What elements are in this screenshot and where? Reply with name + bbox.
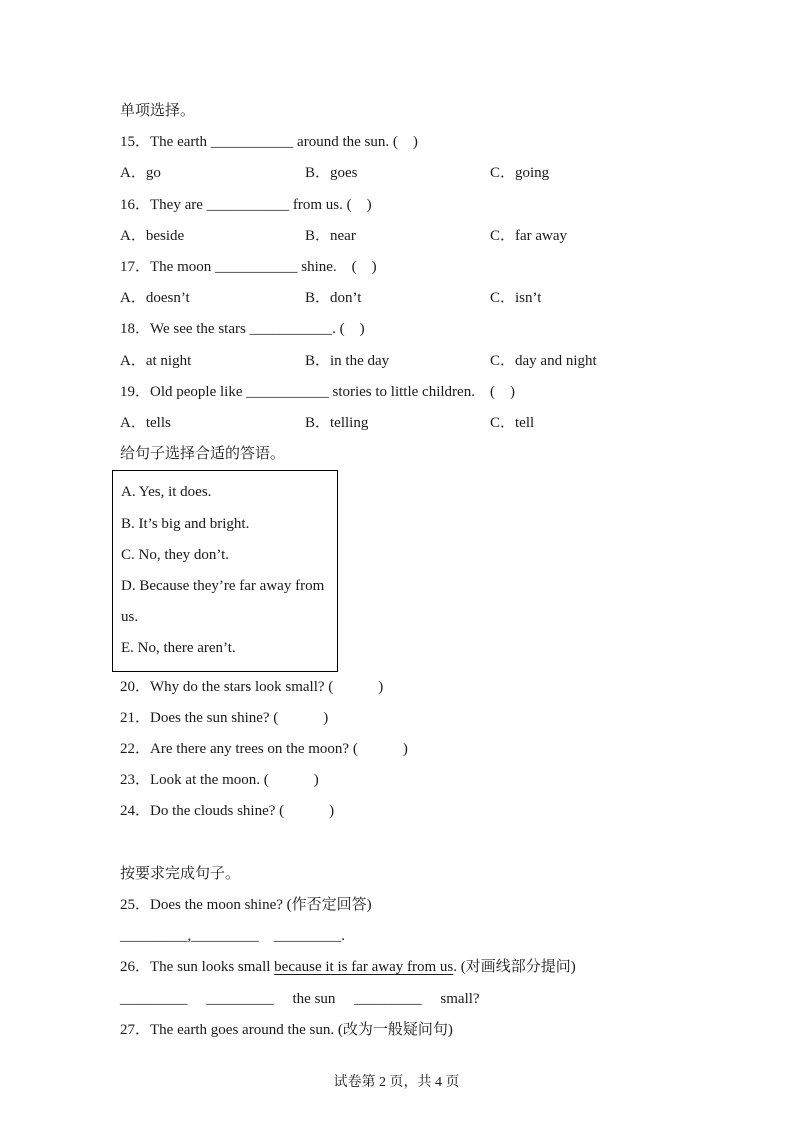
option-16-a: A．beside bbox=[120, 227, 185, 244]
blank-line bbox=[120, 828, 700, 859]
answer-bank-item-c: C. No, they don’t. bbox=[121, 546, 230, 563]
answer-blanks-26: _________ _________ the sun _________ small? bbox=[120, 990, 480, 1007]
section-title-multiple-choice: 单项选择。 bbox=[120, 103, 196, 119]
answer-blanks-25: _________,_________ _________. bbox=[120, 928, 345, 945]
option-15-b: B．goes bbox=[305, 165, 358, 182]
option-19-b: B．telling bbox=[305, 415, 369, 432]
question-23: 23．Look at the moon. ( ) bbox=[120, 772, 319, 789]
question-17: 17．The moon ___________ shine. ( ) bbox=[120, 259, 377, 276]
question-19: 19．Old people like ___________ stories to little children. ( ) bbox=[120, 383, 515, 400]
question-24: 24．Do the clouds shine? ( ) bbox=[120, 803, 335, 820]
option-15-c: C．going bbox=[490, 165, 550, 182]
question-26-prefix: 26．The sun looks small bbox=[120, 959, 275, 976]
answer-bank-box bbox=[112, 470, 338, 671]
option-19-a: A．tells bbox=[120, 415, 171, 432]
options-row-19 bbox=[120, 408, 700, 439]
option-16-c: C．far away bbox=[490, 227, 568, 244]
option-17-a: A．doesn’t bbox=[120, 290, 190, 307]
option-17-b: B．don’t bbox=[305, 290, 362, 307]
question-27: 27．The earth goes around the sun. (改为一般疑问句) bbox=[120, 1021, 453, 1038]
page-footer: 试卷第 2 页，共 4 页 bbox=[333, 1075, 460, 1090]
answer-bank-item-d: D. Because they’re far away from us. bbox=[121, 578, 328, 626]
answer-bank-item-b: B. It’s big and bright. bbox=[121, 515, 250, 532]
question-25: 25．Does the moon shine? (作否定回答) bbox=[120, 897, 372, 914]
question-26-underlined-phrase: because it is far away from us bbox=[274, 959, 454, 976]
section-title-rewrite: 按要求完成句子。 bbox=[120, 865, 241, 882]
exam-content bbox=[120, 96, 700, 1046]
option-16-b: B．near bbox=[305, 227, 356, 244]
option-19-c: C．tell bbox=[490, 415, 535, 432]
options-row-16 bbox=[120, 221, 700, 252]
option-17-c: C．isn’t bbox=[490, 290, 542, 307]
question-26-suffix: . (对画线部分提问) bbox=[453, 959, 576, 976]
option-15-a: A．go bbox=[120, 165, 161, 182]
question-15: 15．The earth ___________ around the sun. ( ) bbox=[120, 134, 418, 151]
question-18: 18．We see the stars ___________. ( ) bbox=[120, 321, 365, 338]
answer-bank-item-a: A. Yes, it does. bbox=[121, 484, 212, 501]
question-21: 21．Does the sun shine? ( ) bbox=[120, 709, 329, 726]
question-16: 16．They are ___________ from us. ( ) bbox=[120, 196, 372, 213]
section-title-matching: 给句子选择合适的答语。 bbox=[120, 446, 286, 463]
answer-bank-item-e: E. No, there aren’t. bbox=[121, 640, 236, 657]
question-22: 22．Are there any trees on the moon? ( ) bbox=[120, 741, 408, 758]
options-row-15 bbox=[120, 158, 700, 189]
options-row-17 bbox=[120, 283, 700, 314]
option-18-a: A．at night bbox=[120, 352, 192, 369]
option-18-c: C．day and night bbox=[490, 352, 597, 369]
option-18-b: B．in the day bbox=[305, 352, 390, 369]
question-20: 20．Why do the stars look small? ( ) bbox=[120, 678, 384, 695]
question-26 bbox=[120, 952, 700, 983]
options-row-18 bbox=[120, 346, 700, 377]
